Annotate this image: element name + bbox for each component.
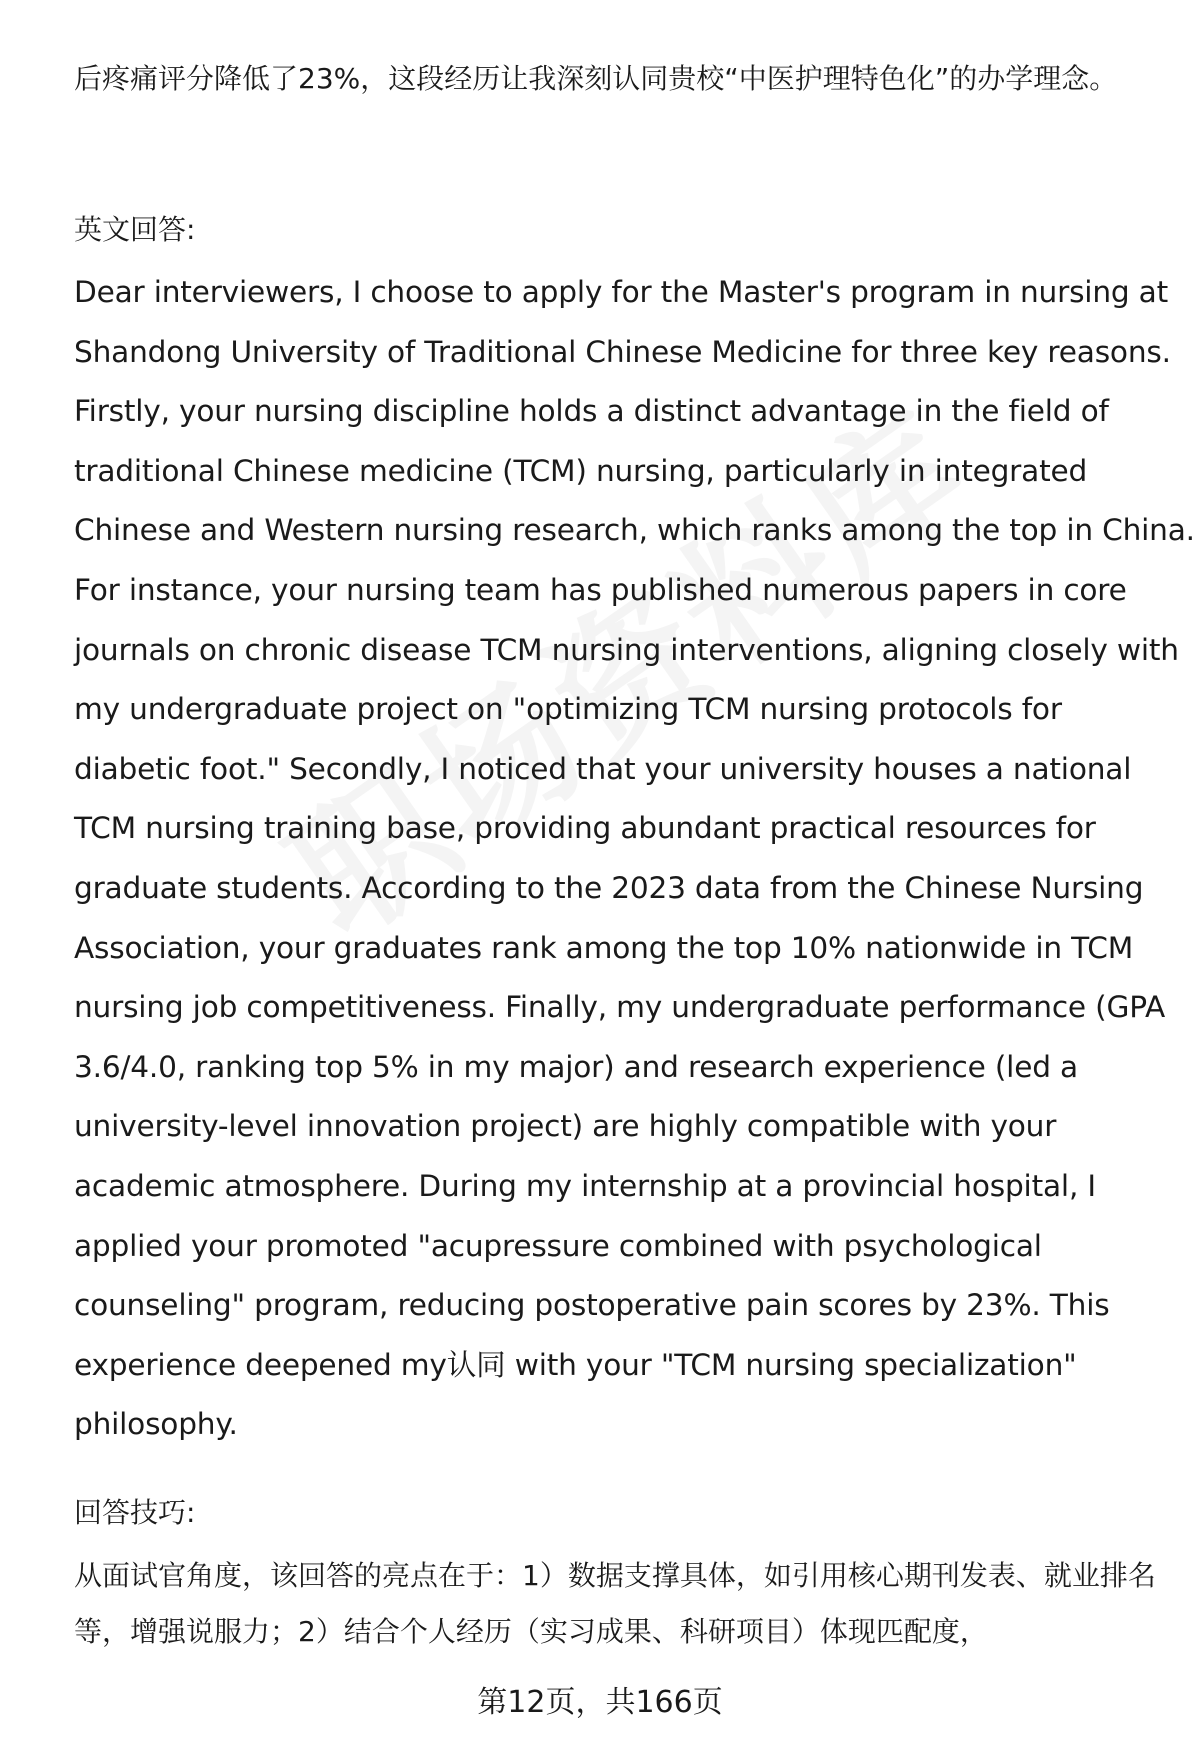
english-answer-line: For instance, your nursing team has published numerous papers in core	[74, 572, 1127, 607]
english-answer-line: graduate students. According to the 2023 data from the Chinese Nursing	[74, 870, 1144, 905]
english-answer-line: Firstly, your nursing discipline holds a distinct advantage in the field of	[74, 394, 1109, 429]
english-answer-line: my undergraduate project on "optimizing TCM nursing protocols for	[74, 692, 1062, 727]
english-answer-line: 3.6/4.0, ranking top 5% in my major) and research experience (led a	[74, 1049, 1078, 1084]
english-answer-line: traditional Chinese medicine (TCM) nursing, particularly in integrated	[74, 453, 1088, 488]
english-answer-line: nursing job competitiveness. Finally, my undergraduate performance (GPA	[74, 990, 1166, 1025]
english-answer-line: Chinese and Western nursing research, which ranks among the top in China.	[74, 513, 1195, 548]
page-number: 第12页，共166页	[477, 1685, 723, 1720]
english-answer-heading: 英文回答:	[74, 213, 196, 246]
english-answer-line: Shandong University of Traditional Chinese Medicine for three key reasons.	[74, 334, 1171, 369]
english-answer-line: Dear interviewers, I choose to apply for the Master's program in nursing at	[74, 275, 1168, 309]
english-answer-line: counseling" program, reducing postoperative pain scores by 23%. This	[74, 1288, 1110, 1323]
english-answer-line: experience deepened my认同 with your "TCM nursing specialization"	[74, 1347, 1077, 1382]
english-answer-line: applied your promoted "acupressure combined with psychological	[74, 1228, 1042, 1263]
english-answer-line: academic atmosphere. During my internship at a provincial hospital, I	[74, 1168, 1096, 1203]
english-answer-line: university-level innovation project) are highly compatible with your	[74, 1109, 1057, 1144]
english-answer-line: Association, your graduates rank among the top 10% nationwide in TCM	[74, 930, 1134, 965]
english-answer-line: TCM nursing training base, providing abundant practical resources for	[74, 811, 1096, 846]
answer-tips-heading: 回答技巧:	[74, 1496, 196, 1529]
answer-tips-body: 从面试官角度，该回答的亮点在于：1）数据支撑具体，如引用核心期刊发表、就业排名等，增强说服力；2）结合个人经历（实习成果、科研项目）体现匹配度，	[74, 1559, 1156, 1648]
english-answer-line: philosophy.	[74, 1407, 238, 1442]
english-answer-line: journals on chronic disease TCM nursing interventions, aligning closely with	[74, 632, 1179, 667]
english-answer-body	[74, 263, 1195, 1455]
chinese-answer-tail: 后疼痛评分降低了23%，这段经历让我深刻认同贵校“中医护理特色化”的办学理念。	[74, 62, 1118, 95]
english-answer-line: diabetic foot." Secondly, I noticed that your university houses a national	[74, 751, 1132, 786]
